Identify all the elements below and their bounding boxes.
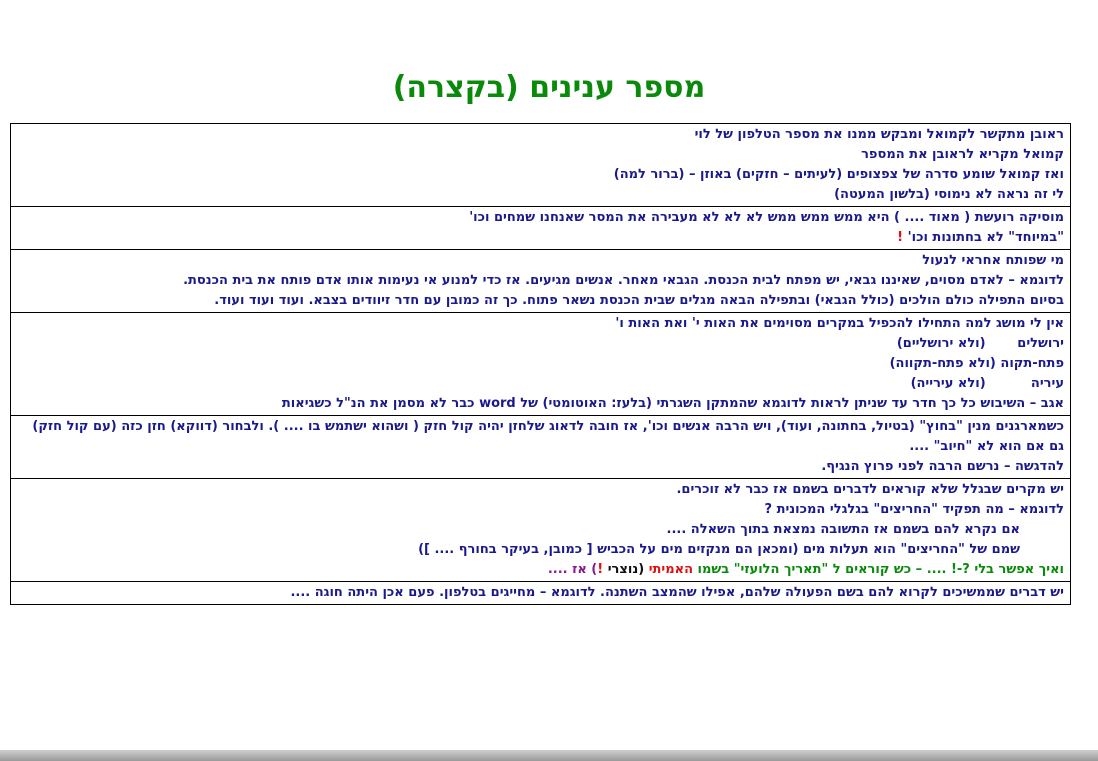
note-line: פתח-תקוה (ולא פתח-תקווה) [889, 356, 1064, 371]
note-line: יש מקרים שבגלל שלא קוראים לדברים בשמם אז כבר לא זוכרים. [676, 482, 1064, 497]
table-row [11, 479, 1071, 582]
note-text: (נוצרי [607, 562, 649, 577]
table-row [11, 207, 1071, 250]
note-line: קמואל מקריא לראובן את המספר [861, 147, 1064, 162]
table-row [11, 416, 1071, 479]
table-row [11, 313, 1071, 416]
note-text: ואיך אפשר בלי ?-! [950, 562, 1064, 577]
note-text: האמיתי [648, 562, 694, 577]
note-text: ! [597, 562, 608, 577]
note-line [15, 228, 1064, 248]
note-line: יש דברים שממשיכים לקרוא להם בשם הפעולה שלהם, אפילו שהמצב השתנה. לדוגמא – מחייגים בטלפון. פעם אכן היתה חוגה .... [290, 585, 1064, 600]
note-cell [11, 313, 1071, 416]
note-line [15, 560, 1064, 580]
note-line: בסיום התפילה כולם הולכים (כולל הגבאי) ובתפילה הבאה מגלים שבית הכנסת נשאר פתוח. כך זה כמובן עם חדר זיוודים בצבא. ועוד ועוד ועוד. [214, 293, 1064, 308]
note-text: .... – כש קוראים ל "תאריך הלועזי" בשמו [693, 562, 951, 577]
note-line: עיריה (ולא עירייה) [910, 376, 1064, 391]
note-line: מוסיקה רועשת ( מאוד .... ) היא ממש ממש ממש לא לא לא מעבירה את המסר שאנחנו שמחים וכו' [469, 210, 1064, 225]
note-text: "במיוחד" לא בחתונות וכו' [907, 230, 1064, 245]
note-line: אגב – השיבוש כל כך חדר עד שניתן לראות לדוגמא שהמתקן השגרתי (בלעז: האוטומטי) של word כבר לא מסמן את הנ"ל כשגיאות [281, 396, 1064, 411]
note-line: שמם של "החריצים" הוא תעלות מים (ומכאן הם מנקזים מים על הכביש [ כמובן, בעיקר בחורף .... ]) [418, 542, 1020, 557]
table-row [11, 250, 1071, 313]
note-line: לי זה נראה לא נימוסי (בלשון המעטה) [834, 187, 1064, 202]
note-line: ירושלים (ולא ירושליים) [896, 336, 1064, 351]
note-text: ) אז .... [547, 562, 598, 577]
note-line: מי שפותח אחראי לנעול [922, 253, 1064, 268]
page-title: מספר ענינים (בקצרה) [392, 70, 706, 105]
table-row [11, 582, 1071, 605]
notes-table [10, 123, 1071, 605]
note-cell [11, 124, 1071, 207]
note-cell [11, 416, 1071, 479]
note-line: להדגשה – נרשם הרבה לפני פרוץ הנגיף. [821, 459, 1064, 474]
note-line: ראובן מתקשר לקמואל ומבקש ממנו את מספר הטלפון של לוי [694, 127, 1064, 142]
note-line: ואז קמואל שומע סדרה של צפצופים (לעיתים – חזקים) באוזן – (ברור למה) [613, 167, 1064, 182]
note-line: אם נקרא להם בשמם אז התשובה נמצאת בתוך השאלה .... [666, 522, 1020, 537]
table-row [11, 124, 1071, 207]
note-line: כשמארגנים מנין "בחוץ" (בטיול, בחתונה, ועוד), ויש הרבה אנשים וכו', אז חובה לדאוג שלחזן יהיה קול חזק ( ושהוא ישתמש בו .... ). ולבחור (דווקא) חזן כזה (עם קול חזק) גם אם הוא לא "חיוב" .... [32, 419, 1064, 454]
note-cell [11, 250, 1071, 313]
note-cell [11, 582, 1071, 605]
note-line: לדוגמא – לאדם מסוים, שאיננו גבאי, יש מפתח לבית הכנסת. הגבאי מאחר. אנשים מגיעים. אז כדי למנוע אי נעימות אותו אדם פותח את בית הכנסת. [183, 273, 1064, 288]
exclamation-mark: ! [897, 230, 904, 245]
bottom-scroll-bar [0, 750, 1098, 761]
note-line: לדוגמא – מה תפקיד "החריצים" בגלגלי המכונית ? [764, 502, 1064, 517]
note-cell [11, 479, 1071, 582]
note-line: אין לי מושג למה התחילו להכפיל במקרים מסוימים את האות י' ואת האות ו' [615, 316, 1064, 331]
note-cell [11, 207, 1071, 250]
